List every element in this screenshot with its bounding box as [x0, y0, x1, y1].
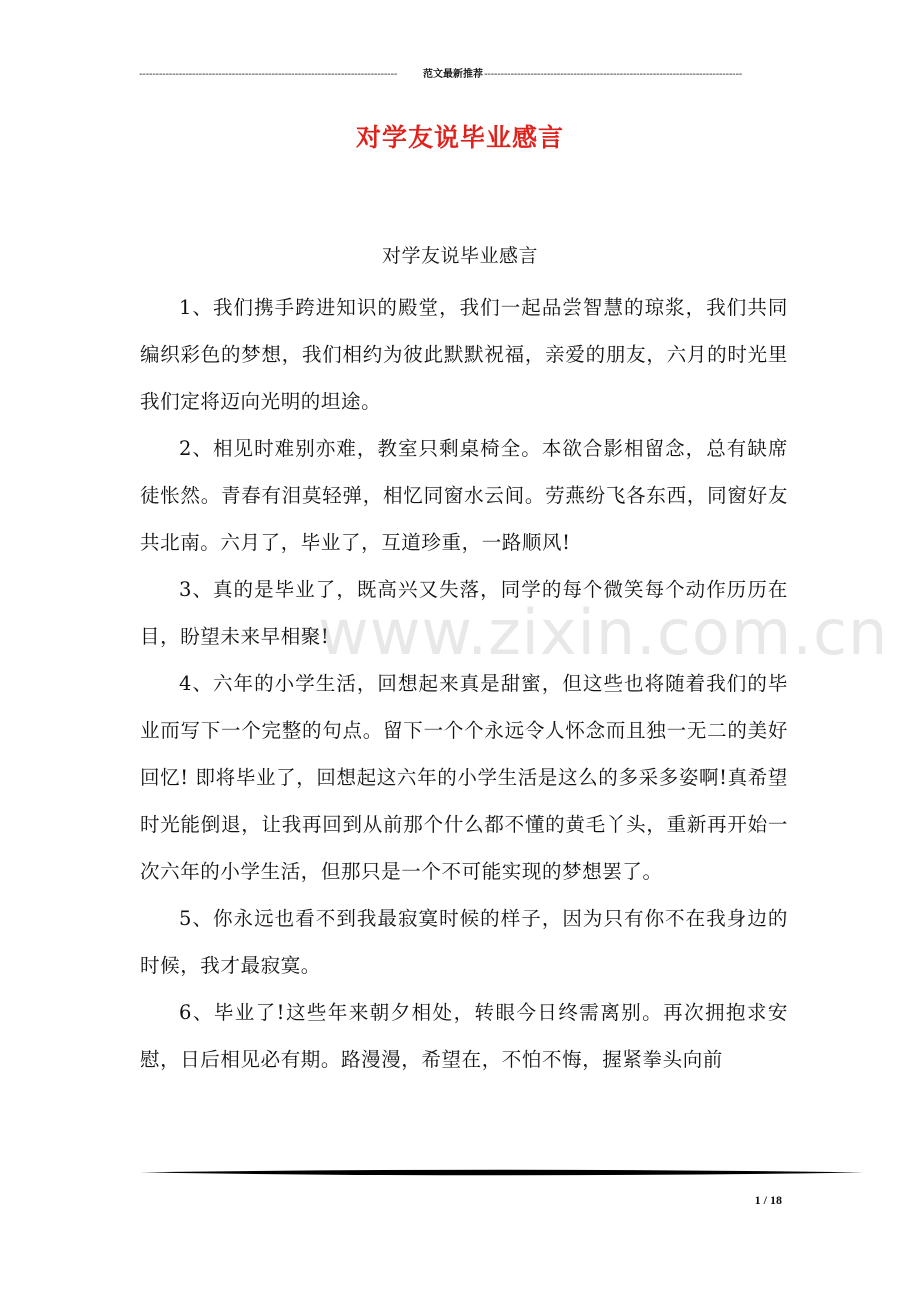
- paragraph-4: 4、六年的小学生活，回想起来真是甜蜜，但这些也将随着我们的毕业而写下一个完整的句点。留下一个个永远令人怀念而且独一无二的美好回忆! 即将毕业了，回想起这六年的小学生活是这么的多采多姿啊!真希望时光能倒退，让我再回到从前那个什么都不懂的黄毛丫头，重新再开始一次六年的小学生活，但那只是一个不可能实现的梦想罢了。: [140, 672, 788, 883]
- paragraph-2: 2、相见时难别亦难，教室只剩桌椅全。本欲合影相留念，总有缺席徒怅然。青春有泪莫轻弹，相忆同窗水云间。劳燕纷飞各东西，同窗好友共北南。六月了，毕业了，互道珍重，一路顺风!: [140, 437, 788, 554]
- document-subtitle: 对学友说毕业感言: [381, 245, 538, 267]
- paragraph-3: 3、真的是毕业了，既高兴又失落，同学的每个微笑每个动作历历在目，盼望未来早相聚!: [140, 578, 788, 648]
- header-right-dashes: ------------------------------------------------------------------------------: [484, 69, 743, 80]
- page-number: 1 / 18: [754, 1193, 782, 1207]
- footer-divider: [140, 1168, 864, 1177]
- paragraph-5: 5、你永远也看不到我最寂寞时候的样子，因为只有你不在我身边的时候，我才最寂寞。: [140, 907, 788, 977]
- document-title: 对学友说毕业感言: [355, 123, 564, 152]
- page-header: [139, 66, 767, 84]
- watermark: www.zixin.com.cn: [318, 596, 889, 669]
- header-label: 范文最新推荐: [423, 69, 483, 80]
- header-left-dashes: ------------------------------------------------------------------------------: [139, 69, 398, 80]
- paragraph-1: 1、我们携手跨进知识的殿堂，我们一起品尝智慧的琼浆，我们共同编织彩色的梦想，我们相约为彼此默默祝福，亲爱的朋友，六月的时光里我们定将迈向光明的坦途。: [140, 296, 788, 413]
- document-body: [140, 284, 788, 1083]
- paragraph-6: 6、毕业了!这些年来朝夕相处，转眼今日终需离别。再次拥抱求安慰，日后相见必有期。路漫漫，希望在，不怕不悔，握紧拳头向前: [140, 1001, 788, 1071]
